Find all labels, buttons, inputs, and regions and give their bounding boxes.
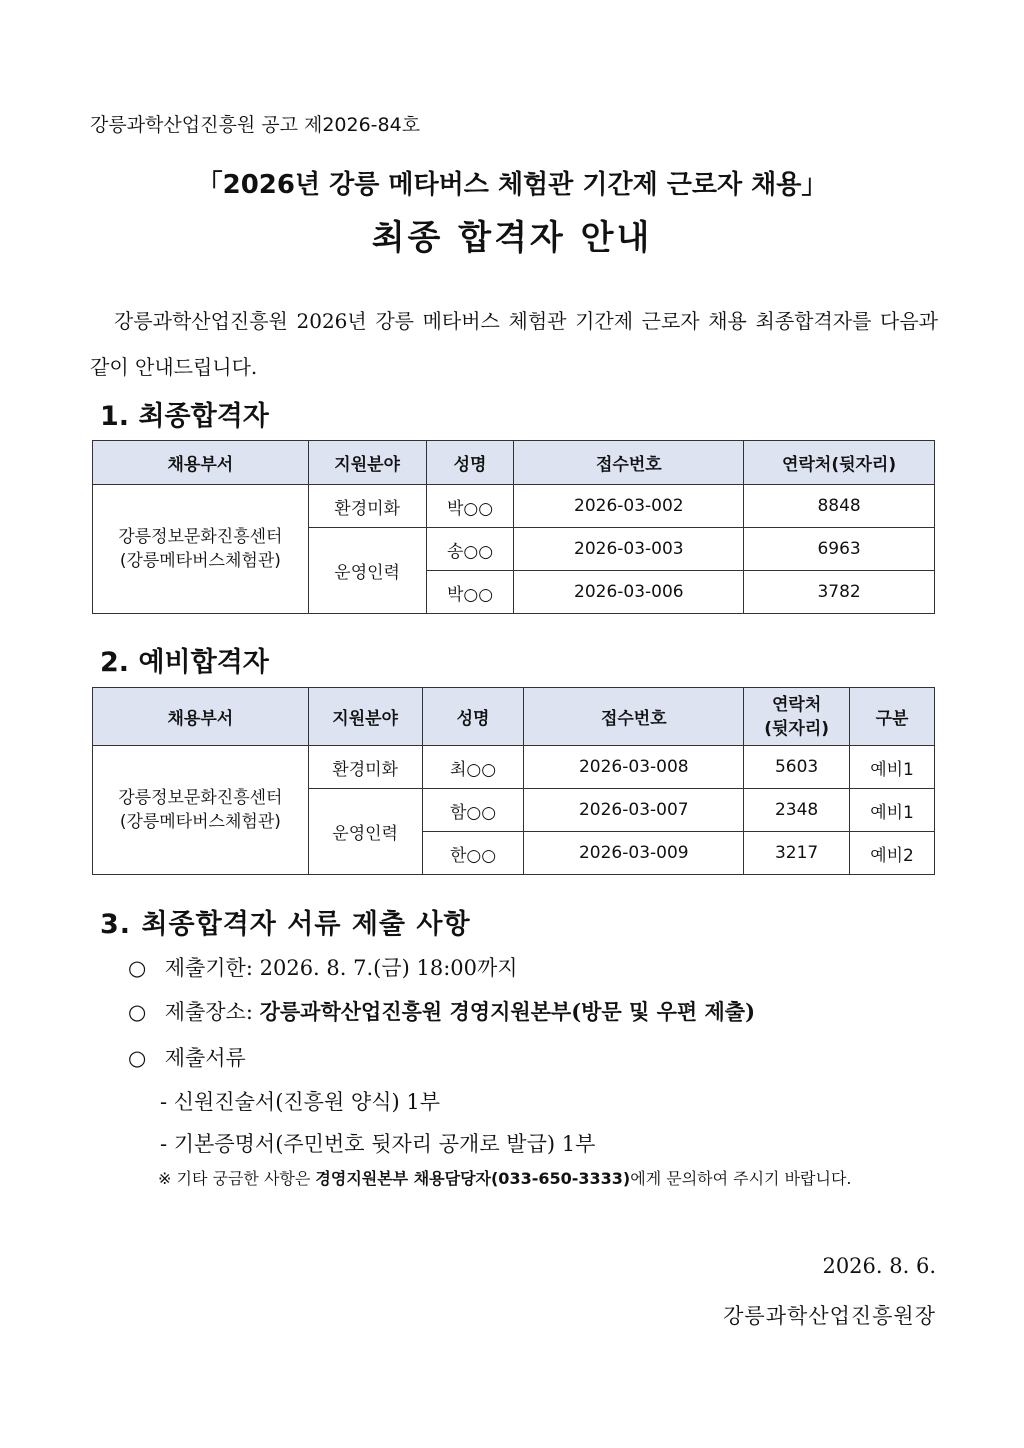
documents-label: 제출서류 xyxy=(164,1046,246,1070)
column-header: 구분 xyxy=(850,688,935,746)
name-cell: 박○○ xyxy=(426,485,514,528)
type-cell: 예비2 xyxy=(850,832,935,875)
document-title: 「2026년 강릉 메타버스 체험관 기간제 근로자 채용」 xyxy=(196,170,828,200)
department-cell xyxy=(93,746,309,875)
column-header xyxy=(744,688,850,746)
column-header: 연락처(뒷자리) xyxy=(744,441,935,485)
phone-cell: 8848 xyxy=(744,485,935,528)
table-row xyxy=(93,746,935,789)
name-cell: 한○○ xyxy=(422,832,524,875)
section-heading-reserve: 2. 예비합격자 xyxy=(100,647,269,678)
documents-item xyxy=(128,1042,246,1072)
phone-cell: 6963 xyxy=(744,528,935,571)
field-cell: 환경미화 xyxy=(308,485,426,528)
deadline-item xyxy=(128,952,518,982)
column-header: 지원분야 xyxy=(308,441,426,485)
receipt-cell: 2026-03-006 xyxy=(514,571,744,614)
field-cell: 운영인력 xyxy=(308,789,422,875)
contact-note xyxy=(158,1166,852,1189)
column-header: 성명 xyxy=(422,688,524,746)
place-label: 제출장소: xyxy=(164,1000,253,1024)
column-header: 채용부서 xyxy=(93,688,309,746)
reserve-passers-table xyxy=(92,687,935,875)
department-cell xyxy=(93,485,309,614)
section-heading-final: 1. 최종합격자 xyxy=(100,401,269,432)
section-heading-documents: 3. 최종합격자 서류 제출 사항 xyxy=(100,909,471,940)
column-header-line: (뒷자리) xyxy=(764,718,830,739)
phone-cell: 3217 xyxy=(744,832,850,875)
phone-cell: 5603 xyxy=(744,746,850,789)
name-cell: 최○○ xyxy=(422,746,524,789)
column-header: 채용부서 xyxy=(93,441,309,485)
bullet-icon: ○ xyxy=(128,1000,147,1024)
note-prefix: ※ 기타 궁금한 사항은 xyxy=(158,1169,316,1188)
table-row xyxy=(93,485,935,528)
notice-number: 강릉과학산업진흥원 공고 제2026-84호 xyxy=(90,114,421,136)
receipt-cell: 2026-03-003 xyxy=(514,528,744,571)
field-cell: 운영인력 xyxy=(308,528,426,614)
name-cell: 박○○ xyxy=(426,571,514,614)
place-value: 강릉과학산업진흥원 경영지원본부(방문 및 우편 제출) xyxy=(259,999,756,1024)
place-item xyxy=(128,996,755,1026)
issuer-signature: 강릉과학산업진흥원장 xyxy=(723,1304,936,1328)
table-header-row xyxy=(93,688,935,746)
column-header: 접수번호 xyxy=(524,688,744,746)
deadline-value: 2026. 8. 7.(금) 18:00까지 xyxy=(259,956,518,980)
name-cell: 송○○ xyxy=(426,528,514,571)
document-subtitle: 최종 합격자 안내 xyxy=(371,218,653,258)
phone-cell: 2348 xyxy=(744,789,850,832)
intro-paragraph: 강릉과학산업진흥원 2026년 강릉 메타버스 체험관 기간제 근로자 채용 최종합격자를 다음과 같이 안내드립니다. xyxy=(90,309,938,379)
column-header-line: 연락처 xyxy=(771,694,822,715)
receipt-cell: 2026-03-007 xyxy=(524,789,744,832)
column-header: 접수번호 xyxy=(514,441,744,485)
department-sub: (강릉메타버스체험관) xyxy=(119,812,281,832)
type-cell: 예비1 xyxy=(850,746,935,789)
receipt-cell: 2026-03-002 xyxy=(514,485,744,528)
department-sub: (강릉메타버스체험관) xyxy=(119,551,281,571)
document-entry: - 신원진술서(진흥원 양식) 1부 xyxy=(160,1090,441,1114)
column-header: 지원분야 xyxy=(308,688,422,746)
receipt-cell: 2026-03-008 xyxy=(524,746,744,789)
document-entry: - 기본증명서(주민번호 뒷자리 공개로 발급) 1부 xyxy=(160,1132,596,1156)
final-passers-table xyxy=(92,440,935,614)
field-cell: 환경미화 xyxy=(308,746,422,789)
deadline-label: 제출기한: xyxy=(164,956,253,980)
receipt-cell: 2026-03-009 xyxy=(524,832,744,875)
note-suffix: 에게 문의하여 주시기 바랍니다. xyxy=(630,1169,852,1188)
note-contact: 경영지원본부 채용담당자(033-650-3333) xyxy=(315,1169,631,1188)
column-header: 성명 xyxy=(426,441,514,485)
phone-cell: 3782 xyxy=(744,571,935,614)
bullet-icon: ○ xyxy=(128,956,147,980)
type-cell: 예비1 xyxy=(850,789,935,832)
issue-date: 2026. 8. 6. xyxy=(822,1254,936,1278)
department-name: 강릉정보문화진흥센터 xyxy=(118,527,283,547)
table-header-row xyxy=(93,441,935,485)
name-cell: 함○○ xyxy=(422,789,524,832)
department-name: 강릉정보문화진흥센터 xyxy=(118,788,283,808)
bullet-icon: ○ xyxy=(128,1046,147,1070)
